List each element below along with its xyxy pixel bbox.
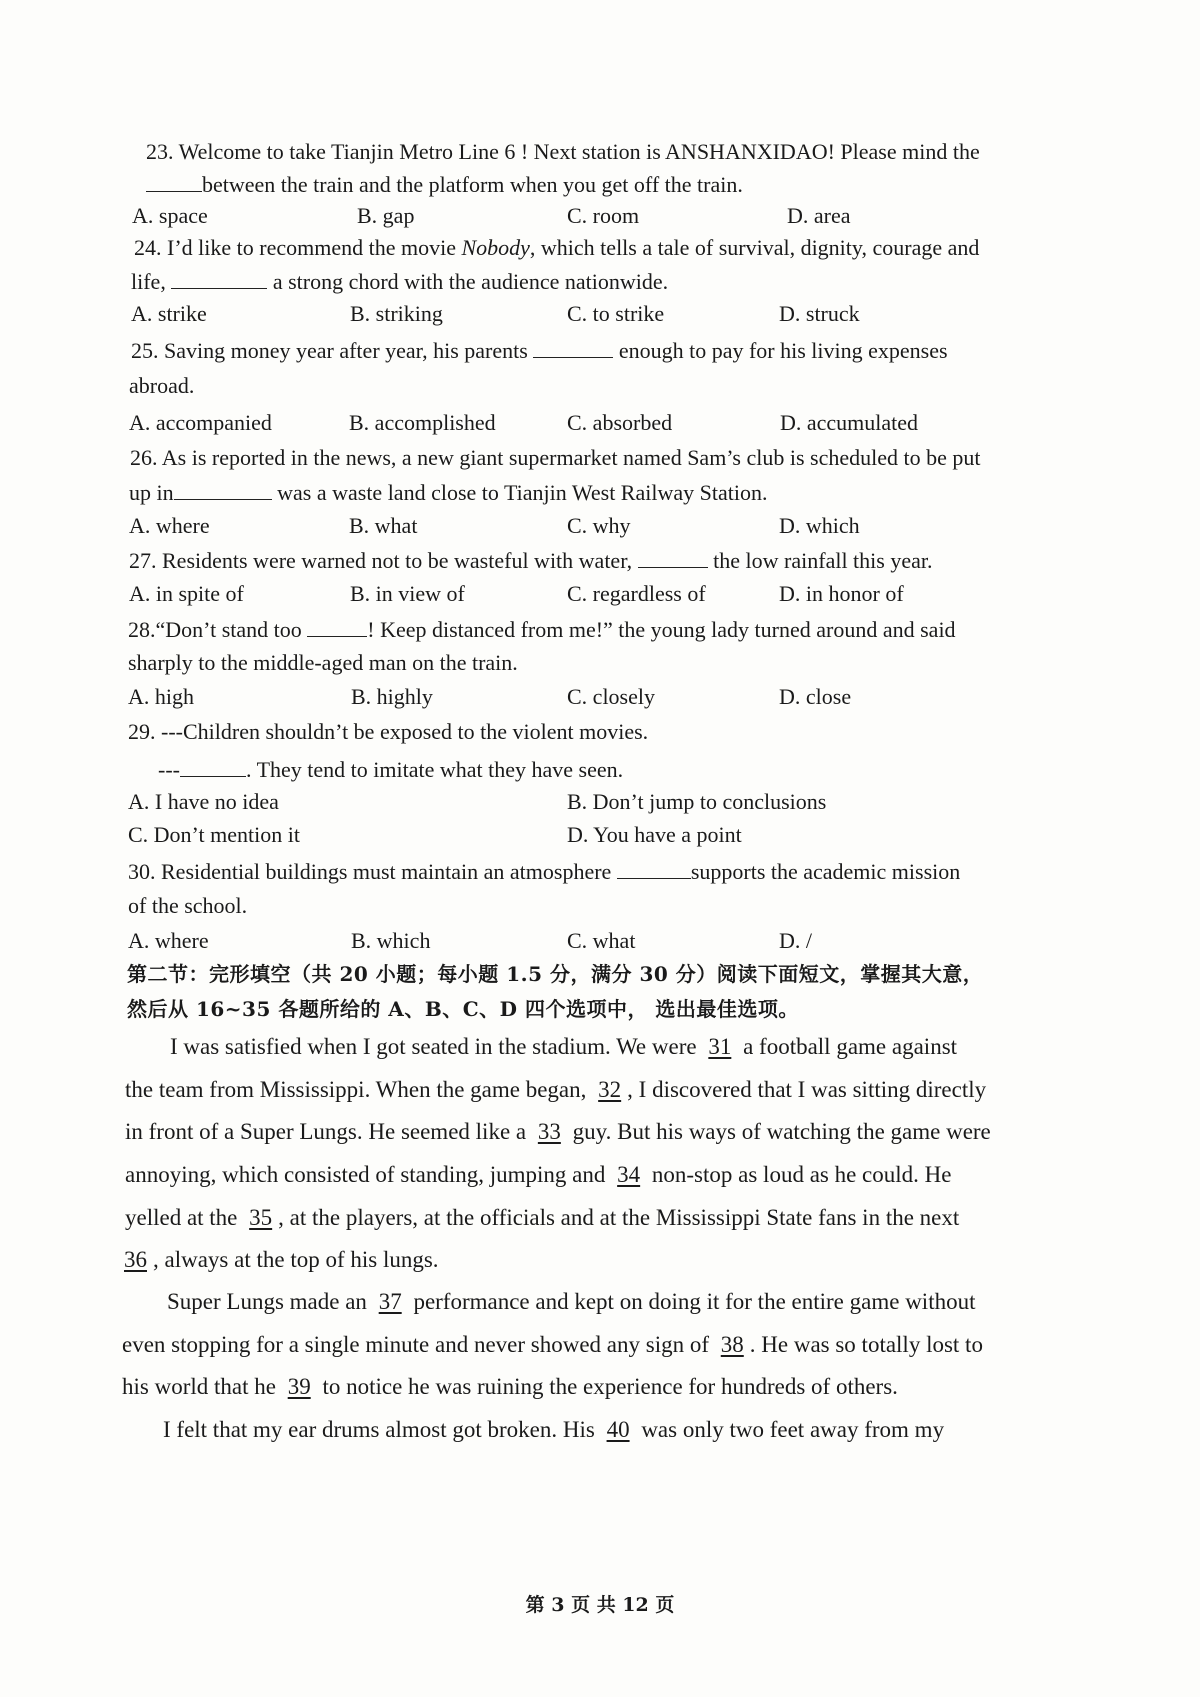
answer-blank xyxy=(180,754,246,777)
blank-number: 36 xyxy=(124,1247,147,1272)
passage-text: performance and kept on doing it for the entire game without xyxy=(413,1289,976,1314)
question-number: 29. xyxy=(128,719,156,744)
answer-blank xyxy=(638,545,708,568)
passage-text: to notice he was ruining the experience for hundreds of others. xyxy=(322,1374,898,1399)
passage-text: in front of a Super Lungs. He seemed like a xyxy=(125,1119,527,1144)
question-text: life, xyxy=(131,269,166,294)
option-c: C. regardless of xyxy=(567,581,706,606)
question-text: a strong chord with the audience nationwide. xyxy=(272,269,669,294)
blank-number: 38 xyxy=(720,1332,744,1357)
blank-number: 31 xyxy=(708,1034,732,1059)
section-heading-line-2: 然后从 16~35 各题所给的 A、B、C、D 四个选项中， 选出最佳选项。 xyxy=(127,997,799,1021)
blank-number: 37 xyxy=(378,1289,402,1314)
question-27-line-1 xyxy=(129,545,932,576)
passage-line xyxy=(125,1074,986,1106)
passage-line xyxy=(118,1244,439,1276)
option-c: C. to strike xyxy=(567,301,665,326)
question-text: was a waste land close to Tianjin West Railway Station. xyxy=(277,480,768,505)
movie-title: Nobody xyxy=(461,235,530,260)
question-number: 27. xyxy=(129,548,157,573)
blank-number: 33 xyxy=(537,1119,561,1144)
question-text: . They tend to imitate what they have seen. xyxy=(245,757,624,782)
passage-text: , I discovered that I was sitting directly xyxy=(627,1077,987,1102)
question-26-line-2 xyxy=(129,477,767,508)
question-text: Welcome to take Tianjin Metro Line 6 ! Next station is ANSHANXIDAO! Please mind the xyxy=(178,139,980,164)
question-text: supports the academic mission xyxy=(690,859,961,884)
answer-blank xyxy=(307,614,367,637)
passage-text: yelled at the xyxy=(125,1205,238,1230)
option-b: B. highly xyxy=(351,684,433,709)
question-text: Saving money year after year, his parents xyxy=(164,338,528,363)
passage-text: guy. But his ways of watching the game were xyxy=(572,1119,991,1144)
option-b: B. which xyxy=(351,928,431,953)
passage-line xyxy=(163,1414,944,1446)
option-c: C. Don’t mention it xyxy=(128,822,300,847)
question-text: enough to pay for his living expenses xyxy=(618,338,948,363)
option-c: C. closely xyxy=(567,684,655,709)
option-b: B. accomplished xyxy=(349,410,496,435)
option-c: C. absorbed xyxy=(567,410,673,435)
question-text: ! Keep distanced from me!” the young lady turned around and said xyxy=(367,617,956,642)
question-text: “Don’t stand too xyxy=(155,617,302,642)
passage-line xyxy=(170,1031,957,1063)
passage-line xyxy=(122,1371,898,1403)
passage-text: even stopping for a single minute and never showed any sign of xyxy=(122,1332,710,1357)
option-b: B. Don’t jump to conclusions xyxy=(567,789,827,814)
option-a: A. in spite of xyxy=(129,581,244,606)
question-28-line-2: sharply to the middle-aged man on the train. xyxy=(128,650,518,675)
question-29-line-1 xyxy=(128,717,648,747)
answer-blank xyxy=(533,335,613,358)
question-text: up in xyxy=(129,480,174,505)
option-d: D. area xyxy=(787,203,851,228)
option-a: A. accompanied xyxy=(129,410,272,435)
passage-text: was only two feet away from my xyxy=(641,1417,945,1442)
blank-number: 40 xyxy=(606,1417,630,1442)
question-number: 26. xyxy=(130,445,158,470)
option-c: C. room xyxy=(567,203,640,228)
option-c: C. what xyxy=(567,928,636,953)
blank-number: 34 xyxy=(617,1162,641,1187)
passage-text: I was satisfied when I got seated in the stadium. We were xyxy=(170,1034,697,1059)
answer-blank xyxy=(617,856,691,879)
page-footer: 第 3 页 共 12 页 xyxy=(525,1594,675,1616)
option-a: A. I have no idea xyxy=(128,789,279,814)
question-29-line-2 xyxy=(158,754,623,785)
passage-line xyxy=(125,1202,959,1234)
question-25-line-1 xyxy=(131,335,948,366)
option-a: A. high xyxy=(128,684,194,709)
passage-line xyxy=(167,1286,975,1318)
option-a: A. strike xyxy=(131,301,207,326)
option-d: D. You have a point xyxy=(567,822,742,847)
question-text: --- xyxy=(158,757,180,782)
question-text: between the train and the platform when you get off the train. xyxy=(202,172,743,197)
question-text: Residents were warned not to be wasteful with water, xyxy=(162,548,633,573)
option-b: B. striking xyxy=(350,301,443,326)
option-d: D. in honor of xyxy=(779,581,904,606)
answer-blank xyxy=(146,169,202,192)
option-d: D. which xyxy=(779,513,860,538)
question-24-line-2 xyxy=(131,266,668,297)
passage-text: I felt that my ear drums almost got broken. His xyxy=(163,1417,595,1442)
question-number: 23. xyxy=(146,139,174,164)
question-text: Residential buildings must maintain an atmosphere xyxy=(161,859,612,884)
question-number: 24. xyxy=(134,235,162,260)
question-23-line-1 xyxy=(146,137,980,167)
question-26-line-1 xyxy=(130,443,981,473)
option-d: D. accumulated xyxy=(780,410,919,435)
blank-number: 39 xyxy=(287,1374,311,1399)
answer-blank xyxy=(171,266,267,289)
section-heading-line-1: 第二节：完形填空（共 20 小题；每小题 1.5 分，满分 30 分）阅读下面短文，掌握其大意， xyxy=(127,962,984,986)
question-text: As is reported in the news, a new giant supermarket named Sam’s club is scheduled to be put xyxy=(161,445,981,470)
question-24-line-1 xyxy=(134,233,979,263)
question-30-line-2: of the school. xyxy=(128,893,248,918)
option-d: D. close xyxy=(779,684,852,709)
option-d: D. / xyxy=(779,928,812,953)
passage-line xyxy=(125,1159,951,1191)
option-a: A. where xyxy=(129,513,210,538)
passage-text: the team from Mississippi. When the game began, xyxy=(125,1077,587,1102)
option-b: B. gap xyxy=(357,203,415,228)
passage-line xyxy=(125,1116,991,1148)
question-text: the low rainfall this year. xyxy=(713,548,933,573)
question-text: ---Children shouldn’t be exposed to the violent movies. xyxy=(161,719,649,744)
question-number: 25. xyxy=(131,338,159,363)
passage-text: , at the players, at the officials and at the Mississippi State fans in the next xyxy=(278,1205,960,1230)
question-text: , which tells a tale of survival, dignity, courage and xyxy=(529,235,980,260)
option-b: B. in view of xyxy=(350,581,465,606)
question-23-line-2 xyxy=(146,169,743,200)
option-b: B. what xyxy=(349,513,418,538)
passage-text: non-stop as loud as he could. He xyxy=(651,1162,952,1187)
question-text: I’d like to recommend the movie xyxy=(167,235,462,260)
passage-text: Super Lungs made an xyxy=(167,1289,367,1314)
question-number: 28. xyxy=(128,617,156,642)
question-28-line-1 xyxy=(128,614,956,645)
option-c: C. why xyxy=(567,513,631,538)
option-d: D. struck xyxy=(779,301,860,326)
passage-line xyxy=(122,1329,983,1361)
blank-number: 32 xyxy=(598,1077,622,1102)
answer-blank xyxy=(174,477,272,500)
question-25-line-2: abroad. xyxy=(129,373,195,398)
passage-text: his world that he xyxy=(122,1374,276,1399)
passage-text: , always at the top of his lungs. xyxy=(153,1247,439,1272)
passage-text: a football game against xyxy=(743,1034,958,1059)
option-a: A. where xyxy=(128,928,209,953)
question-number: 30. xyxy=(128,859,156,884)
passage-text: annoying, which consisted of standing, jumping and xyxy=(125,1162,606,1187)
option-a: A. space xyxy=(132,203,208,228)
blank-number: 35 xyxy=(249,1205,273,1230)
question-30-line-1 xyxy=(128,856,960,887)
passage-text: . He was so totally lost to xyxy=(749,1332,983,1357)
